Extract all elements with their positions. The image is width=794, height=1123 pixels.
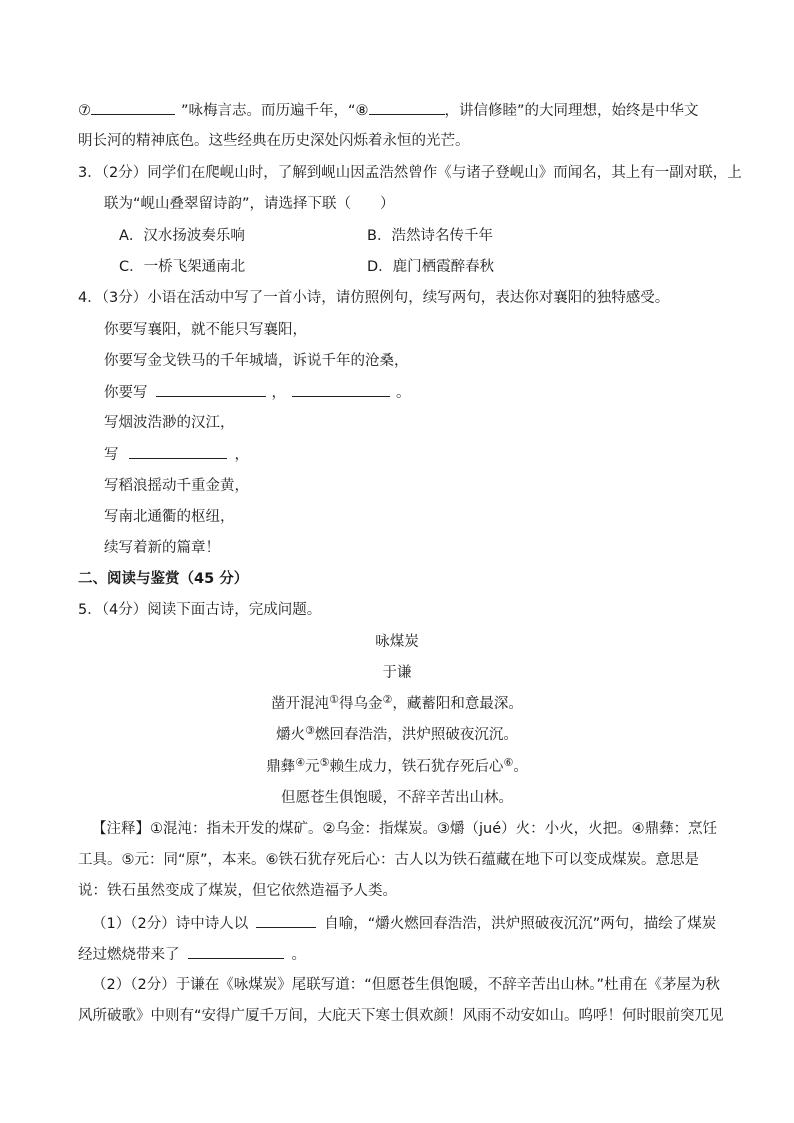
notes-line-2: 工具。⑤元：同“原”，本来。⑥铁石犹存死后心：古人以为铁石蕴藏在地下可以变成煤炭。意思是 (78, 852, 700, 868)
answer-blank-7[interactable] (91, 100, 175, 115)
q4-poem-line-8: 续写着新的篇章！ (104, 540, 220, 556)
q4-stem: 4．（3分）小语在活动中写了一首小诗，请仿照例句，续写两句，表达你对襄阳的独特感受。 (78, 290, 670, 306)
q3-option-b[interactable]: B．浩然诗名传千年 (367, 228, 493, 244)
q4-poem-line-2: 你要写金戈铁马的千年城墙，诉说千年的沧桑， (104, 353, 409, 369)
note-marker: ② (382, 693, 393, 706)
intro-line-1: ⑦ ”咏梅言志。而历遍千年，“⑧ ，讲信修睦”的大同理想，始终是中华文 (78, 100, 699, 121)
q4-answer-blank-2[interactable] (292, 382, 390, 397)
q4-poem-line-3: 你要写 ， 。 (104, 382, 411, 403)
q5-sub2-line-1: （2）（2分）于谦在《咏煤炭》尾联写道：“但愿苍生俱饱暖，不辞辛苦出山林。”杜甫在《茅屋为秋 (92, 977, 720, 993)
q3-stem-line-1: 3．（2分）同学们在爬岘山时，了解到岘山因孟浩然曾作《与诸子登岘山》而闻名，其上有一副对联，上 (78, 165, 742, 181)
q3-option-c[interactable]: C．一桥飞架通南北 (119, 259, 246, 275)
q4-poem-line-4: 写烟波浩渺的汉江， (104, 415, 235, 431)
answer-blank-8[interactable] (369, 100, 445, 115)
poem-line-4: 但愿苍生俱饱暖，不辞辛苦出山林。 (281, 790, 513, 806)
q5-sub2-line-2: 风所破歌》中则有“安得广厦千万间，大庇天下寒士俱欢颜！风雨不动安如山。呜呼！何时眼前突兀见 (78, 1008, 724, 1024)
poem-title: 咏煤炭 (375, 634, 419, 650)
note-marker: ⑥ (503, 756, 514, 769)
q3-option-d[interactable]: D．鹿门栖霞醉春秋 (367, 259, 495, 275)
section-2-heading: 二、阅读与鉴赏（45 分） (78, 571, 249, 587)
note-marker: ③ (305, 724, 315, 737)
blank-7-marker: ⑦ (78, 103, 91, 119)
q5-sub1-line-2: 经过燃烧带来了 。 (78, 944, 306, 965)
notes-line-1: 【注释】①混沌：指未开发的煤矿。②乌金：指煤炭。③爝（jué）火：小火，火把。④鼎彝：烹饪 (92, 821, 718, 837)
q4-poem-line-7: 写南北通衢的枢纽， (104, 509, 235, 525)
q4-answer-blank-1[interactable] (156, 382, 266, 397)
note-marker: ⑤ (319, 756, 330, 769)
blank-8-marker: ⑧ (355, 103, 369, 119)
intro-line-2: 明长河的精神底色。这些经典在历史深处闪烁着永恒的光芒。 (78, 133, 470, 149)
poem-line-3: 鼎彝④元⑤赖生成力，铁石犹存死后心⑥。 (266, 756, 528, 775)
poem-line-1: 凿开混沌①得乌金②，藏蓄阳和意最深。 (271, 693, 523, 712)
q5-sub1-answer-blank-2[interactable] (188, 944, 284, 959)
q3-stem-line-2: 联为“岘山叠翠留诗韵”，请选择下联（ ） (104, 196, 395, 212)
poem-line-2: 爝火③燃回春浩浩，洪炉照破夜沉沉。 (276, 724, 518, 743)
q4-poem-line-6: 写稻浪摇动千重金黄， (104, 478, 249, 494)
q4-poem-line-5: 写 ， (104, 444, 249, 465)
poem-author: 于谦 (382, 665, 412, 681)
q3-option-a[interactable]: A．汉水扬波奏乐响 (119, 228, 245, 244)
q5-sub1-line-1: （1）（2分）诗中诗人以 自喻，“爝火燃回春浩浩，洪炉照破夜沉沉”两句，描绘了煤炭 (92, 913, 716, 934)
note-marker: ① (329, 693, 339, 706)
q4-answer-blank-3[interactable] (129, 444, 227, 459)
q5-stem: 5．（4分）阅读下面古诗，完成问题。 (78, 602, 322, 618)
note-marker: ④ (295, 756, 306, 769)
q4-poem-line-1: 你要写襄阳，就不能只写襄阳， (104, 322, 307, 338)
q5-sub1-answer-blank-1[interactable] (256, 913, 316, 928)
notes-line-3: 说：铁石虽然变成了煤炭，但它依然造福予人类。 (78, 883, 397, 899)
